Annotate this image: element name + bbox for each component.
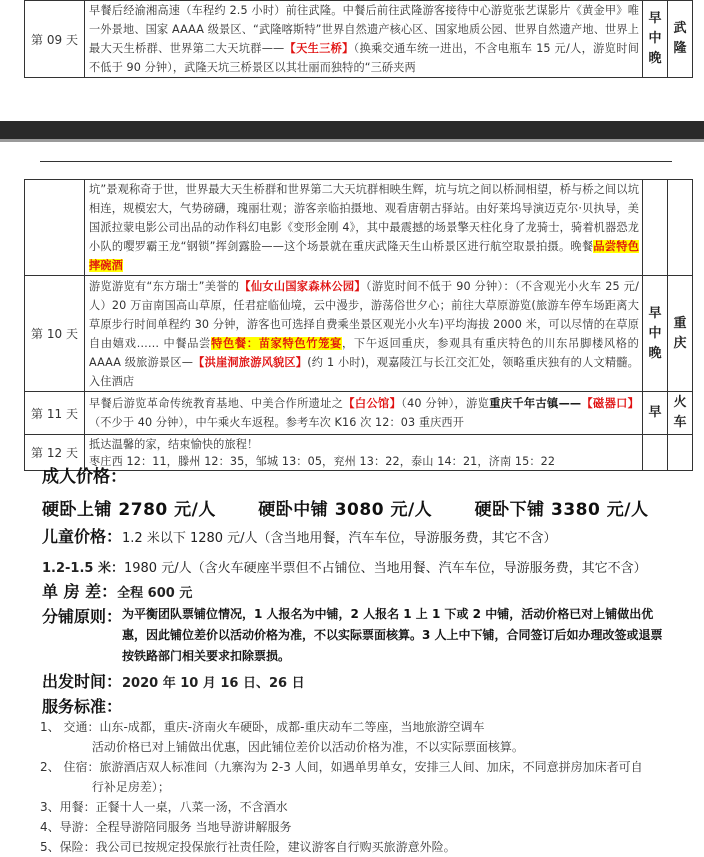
child-price-2: 1.2-1.5 米：1980 元/人（含火车硬座半票但不占铺位、当地用餐、汽车车位，导游服务费，其它不含） bbox=[42, 561, 647, 576]
city-cell: 武 隆 bbox=[668, 1, 693, 78]
list-item: 5、保险：我公司已按规定投保旅行社责任险，建议游客自行购买旅游意外险。 bbox=[40, 840, 456, 854]
table-row bbox=[25, 392, 693, 435]
itinerary-table bbox=[24, 179, 693, 471]
hard-upper-price: 硬卧上铺 2780 元/人 bbox=[42, 500, 216, 520]
hard-middle-price: 硬卧中铺 3080 元/人 bbox=[258, 500, 433, 520]
day-description: 游览游览有“东方瑞士”美誉的【仙女山国家森林公园】（游览时间不低于 90 分钟）：（不含观光小火车 25 元/人）20 万亩南国高山草原，任君症临仙境，云中漫步，游荡俗世夕心；前往大草原游览(旅游车停车场距离大草原步行时间单程约 30 分钟，游客也可选择自费乘坐景区观光小火车)平均海拔 2000 米，可以尽情的在草原自由嬉戏…… 中餐品尝特色餐：苗家特色竹笼宴，下午返回重庆，参观具有重庆特色的川东吊脚楼风格的 AAAA 级旅游景区—【洪崖洞旅游风貌区】(约 1 小时)，观嘉陵江与长江交汇处，领略重庆独有的人文精髓。入住酒店 bbox=[85, 276, 643, 392]
service-list bbox=[40, 717, 702, 857]
list-item: 2、 住宿：旅游酒店双人标准间（九寨沟为 2-3 人间，如遇单男单女，安排三人间、加床，不同意拼房加床者可自 bbox=[40, 760, 643, 774]
day-cell: 第 12 天 bbox=[25, 435, 85, 471]
child-price: 儿童价格：1.2 米以下 1280 元/人（含当地用餐，汽车车位，导游服务费，其它不含） bbox=[42, 527, 557, 546]
day-cell: 第 10 天 bbox=[25, 276, 85, 392]
page-break-band bbox=[0, 121, 704, 139]
city-cell: 火 车 bbox=[668, 392, 693, 435]
list-item: 行补足房差）； bbox=[40, 780, 170, 794]
itinerary-table-top bbox=[24, 0, 693, 78]
meals-cell: 早 中 晚 bbox=[643, 1, 668, 78]
day-description: 抵达温馨的家，结束愉快的旅程！ 枣庄西 12：11，滕州 12：35，邹城 13：05，兖州 13：22，泰山 14：21，济南 15：22 bbox=[85, 435, 643, 471]
pricing-section bbox=[42, 466, 702, 857]
meals-cell: 早 中 晚 bbox=[643, 276, 668, 392]
single-room-supplement: 单 房 差：全程 600 元 bbox=[42, 582, 193, 601]
page-break-shadow bbox=[0, 139, 704, 142]
header-rule bbox=[40, 161, 672, 162]
berth-principle: 分铺原则： 为平衡团队票铺位情况，1 人报名为中铺，2 人报名 1 上 1 下或 2 中铺，活动价格已对上铺做出优惠，因此铺位差价以活动价格为准，不以实际票面核算。3 人上中下铺，合同签订后如办理改签或退票按铁路部门相关要求扣除票损。 bbox=[42, 607, 663, 663]
day-description: 早餐后经渝湘高速（车程约 2.5 小时）前往武隆。中餐后前往武隆游客接待中心游览张艺谋影片《黄金甲》唯一外景地、国家 AAAA 级景区、“武隆喀斯特”世界自然遗产核心区、国家地质公园、世界自然遗产地、世界上最大天生桥群、世界第二大天坑群——【天生三桥】（换乘交通车统一进出，不含电瓶车 15 元/人，游览时间不低于 90 分钟），武隆天坑三桥景区以其壮丽而独特的“三硚夹两 bbox=[85, 1, 643, 78]
hard-lower-price: 硬卧下铺 3380 元/人 bbox=[474, 500, 649, 520]
list-item: 1、 交通：山东-成都，重庆-济南火车硬卧，成都-重庆动车二等座，当地旅游空调车 bbox=[40, 720, 485, 734]
list-item: 活动价格已对上铺做出优惠，因此铺位差价以活动价格为准，不以实际票面核算。 bbox=[40, 740, 524, 754]
day-cell: 第 09 天 bbox=[25, 1, 85, 78]
table-row bbox=[25, 180, 693, 276]
departure-date: 出发时间：2020 年 10 月 16 日、26 日 bbox=[42, 672, 305, 691]
list-item: 4、导游：全程导游陪同服务 当地导游讲解服务 bbox=[40, 820, 292, 834]
city-cell: 重 庆 bbox=[668, 276, 693, 392]
list-item: 3、用餐：正餐十人一桌，八菜一汤，不含酒水 bbox=[40, 800, 288, 814]
table-row bbox=[25, 276, 693, 392]
adult-price-heading: 成人价格： bbox=[42, 467, 127, 487]
day-cell: 第 11 天 bbox=[25, 392, 85, 435]
service-heading: 服务标准： bbox=[42, 697, 123, 716]
day-description: 坑”景观称奇于世，世界最大天生桥群和世界第二大天坑群相映生辉，坑与坑之间以桥洞相望，桥与桥之间以坑相连，规模宏大，气势磅礴，瑰丽壮观；游客亲临拍摄地、观看唐朝古驿站。由好莱坞导演迈克尔·贝执导，美国派拉蒙电影公司出品的动作科幻电影《变形金刚 4》，其中最震撼的场景擎天柱化身了龙骑士，骑着机器恐龙小队的嘤罗霸王龙“钢锁”挥剑露脸——这个场景就在重庆武隆天生山桥景区进行航空取景拍摄。晚餐品尝特色摔碗酒 bbox=[85, 180, 643, 276]
city-cell bbox=[668, 180, 693, 276]
day-cell bbox=[25, 180, 85, 276]
day-description: 早餐后游览革命传统教育基地、中美合作所遗址之【白公馆】（40 分钟），游览重庆千年古镇——【磁器口】（不少于 40 分钟），中午乘火车返程。参考车次 K16 次 12：03 重庆西开 bbox=[85, 392, 643, 435]
table-row bbox=[25, 1, 693, 78]
meals-cell: 早 bbox=[643, 392, 668, 435]
meals-cell bbox=[643, 180, 668, 276]
berth-prices bbox=[42, 495, 702, 520]
